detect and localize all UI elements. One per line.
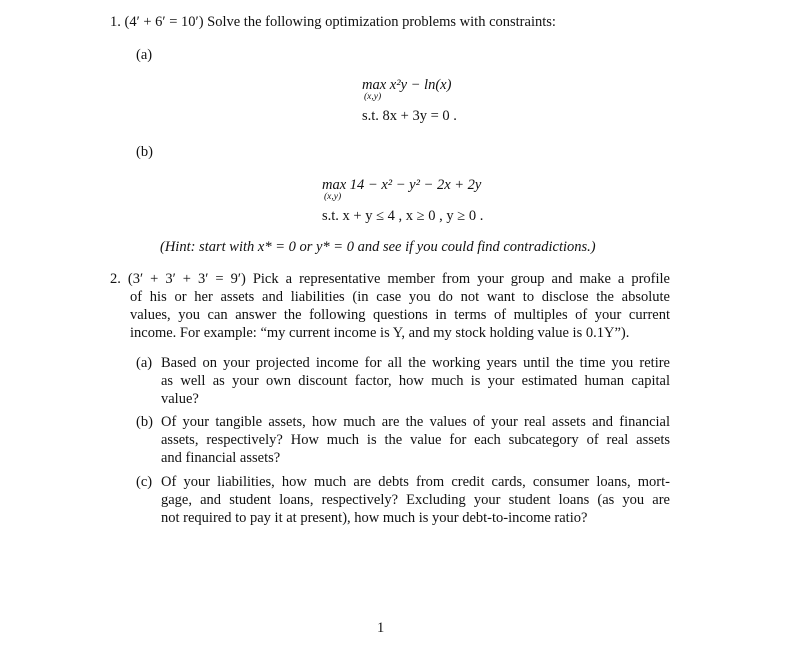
q2-line: values, you can answer the following questions in terms of multiples of your current xyxy=(130,307,670,323)
q1-header: 1. (4′ + 6′ = 10′) Solve the following optimization problems with constraints: xyxy=(110,14,556,30)
q2b-line: and financial assets? xyxy=(161,450,281,466)
q2a-line: value? xyxy=(161,391,199,407)
q1a-under: (x,y) xyxy=(364,92,382,102)
q1-hint: (Hint: start with x* = 0 or y* = 0 and see if you could find contradictions.) xyxy=(160,239,596,255)
q2c-label: (c) xyxy=(136,474,153,490)
q2c-line: not required to pay it at present), how much is your debt-to-income ratio? xyxy=(161,510,588,526)
q2-line: 2. (3′ + 3′ + 3′ = 9′) Pick a representative member from your group and make a profile xyxy=(110,271,670,287)
q2b-line: assets, respectively? How much is the value for each subcategory of real assets xyxy=(161,432,670,448)
page-number: 1 xyxy=(377,620,385,636)
q2b-line: Of your tangible assets, how much are the values of your real assets and financial xyxy=(161,414,670,430)
q1b-label: (b) xyxy=(136,144,153,160)
q2a-label: (a) xyxy=(136,355,153,371)
q1b-under: (x,y) xyxy=(324,192,342,202)
q2-line: income. For example: “my current income is Y, and my stock holding value is 0.1Y”). xyxy=(130,325,630,341)
q1a-constraint: s.t. 8x + 3y = 0 . xyxy=(362,108,457,124)
q2c-line: gage, and student loans, respectively? Excluding your student loans (as you are xyxy=(161,492,670,508)
q1b-constraint: s.t. x + y ≤ 4 , x ≥ 0 , y ≥ 0 . xyxy=(322,208,484,224)
q2c-line: Of your liabilities, how much are debts from credit cards, consumer loans, mort- xyxy=(161,474,670,490)
q2a-line: as well as your own discount factor, how much is your estimated human capital xyxy=(161,373,670,389)
q1a-label: (a) xyxy=(136,47,153,63)
q2a-line: Based on your projected income for all the working years until the time you retire xyxy=(161,355,670,371)
q2-line: of his or her assets and liabilities (in case you do not want to disclose the absolute xyxy=(130,289,670,305)
q1b-objective: max 14 − x² − y² − 2x + 2y xyxy=(322,177,482,193)
q1a-objective: max x²y − ln(x) xyxy=(362,77,452,93)
q2b-label: (b) xyxy=(136,414,153,430)
